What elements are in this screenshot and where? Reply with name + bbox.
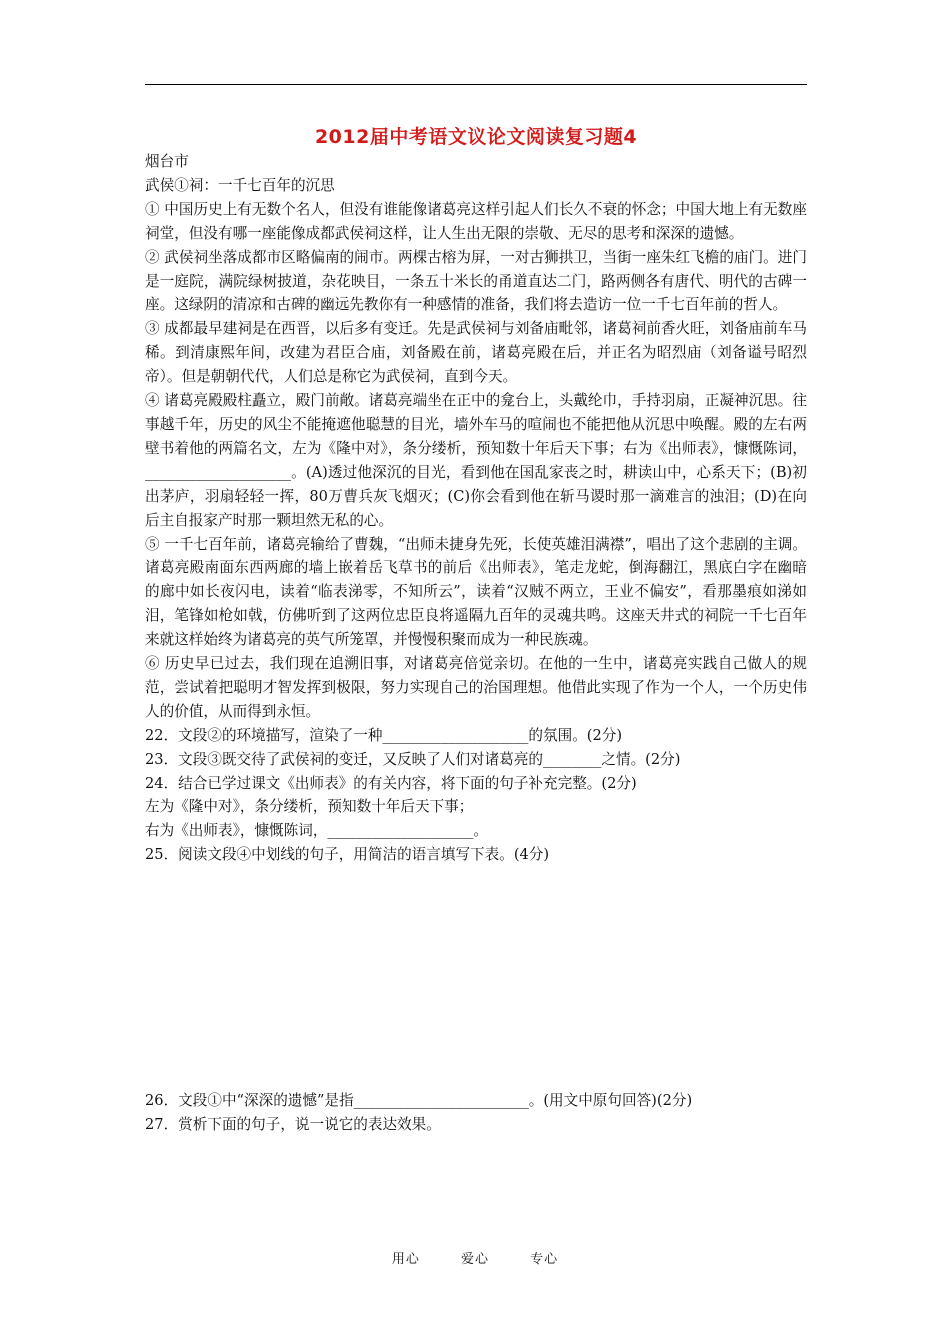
paragraph-6: ⑥ 历史早已过去，我们现在追溯旧事，对诸葛亮倍觉亲切。在他的一生中，诸葛亮实践自己做人的规范，尝试着把聪明才智发挥到极限，努力实现自己的治国理想。他借此实现了作为一个人，一个历史伟人的价值，从而得到永恒。 — [145, 655, 807, 720]
document-title: 2012届中考语文议论文阅读复习题4 — [314, 126, 638, 148]
region-line: 烟台市 — [145, 153, 189, 170]
paragraph-4: ④ 诸葛亮殿殿柱矗立，殿门前敞。诸葛亮端坐在正中的龛台上，头戴纶巾，手持羽扇，正凝神沉思。往事越千年，历史的风尘不能掩遮他聪慧的目光，墙外车马的喧闹也不能把他从沉思中唤醒。殿的左右两壁书着他的两篇名文，左为《隆中对》，条分缕析，预知数十年后天下事；右为《出师表》，慷慨陈词，____________________。(A)透过他深沉的目光，看到他在国乱家丧之时，耕读山中，心系天下；(B)初出茅庐，羽扇轻轻一挥，80万曹兵灰飞烟灭；(C)你会看到他在斩马谡时那一滴难言的浊泪；(D)在向后主自报家产时那一颗坦然无私的心。 — [145, 392, 807, 529]
paragraph-1: ① 中国历史上有无数个名人，但没有谁能像诸葛亮这样引起人们长久不衰的怀念；中国大地上有无数座祠堂，但没有哪一座能像成都武侯祠这样，让人生出无限的崇敬、无尽的思考和深深的遗憾。 — [145, 200, 807, 242]
question-23: 23．文段③既交待了武侯祠的变迁，又反映了人们对诸葛亮的________之情。(2分) — [145, 750, 681, 768]
question-22: 22．文段②的环境描写，渲染了一种____________________的氛围。(2分) — [145, 726, 623, 744]
paragraph-3: ③ 成都最早建祠是在西晋，以后多有变迁。先是武侯祠与刘备庙毗邻，诸葛祠前香火旺，刘备庙前车马稀。到清康熙年间，改建为君臣合庙，刘备殿在前，诸葛亮殿在后，并正名为昭烈庙（刘备谥号昭烈帝）。但是朝朝代代，人们总是称它为武侯祠，直到今天。 — [145, 320, 807, 386]
paragraph-2: ② 武侯祠坐落成都市区略偏南的闹市。两棵古榕为屏，一对古狮拱卫，当街一座朱红飞檐的庙门。进门是一庭院，满院绿树披道，杂花映目，一条五十米长的甬道直达二门，路两侧各有唐代、明代的古碑一座。这绿阴的清凉和古碑的幽远先教你有一种感情的准备，我们将去造访一位一千七百年前的哲人。 — [145, 248, 807, 314]
article-title: 武侯①祠：一千七百年的沉思 — [145, 176, 335, 194]
document-body — [145, 150, 807, 1137]
question-27: 27．赏析下面的句子，说一说它的表达效果。 — [145, 1116, 441, 1134]
question-25: 25．阅读文段④中划线的句子，用简洁的语言填写下表。(4分) — [145, 846, 550, 864]
table-space — [145, 867, 807, 1089]
footer-word-2: 爱心 — [460, 1252, 489, 1267]
footer-word-3: 专心 — [530, 1252, 559, 1267]
page-footer — [0, 1248, 950, 1267]
footer-word-1: 用心 — [391, 1252, 420, 1267]
header-rule — [145, 84, 807, 85]
question-26: 26．文段①中“深深的遗憾”是指________________________。(用文中原句回答)(2分) — [145, 1092, 693, 1110]
question-24: 24．结合已学过课文《出师表》的有关内容，将下面的句子补充完整。(2分) — [145, 774, 637, 792]
question-24-line-1: 左为《隆中对》，条分缕析，预知数十年后天下事； — [145, 798, 474, 816]
question-24-line-2: 右为《出师表》，慷慨陈词，____________________。 — [145, 822, 488, 840]
paragraph-5: ⑤ 一千七百年前，诸葛亮输给了曹魏，“出师未捷身先死，长使英雄泪满襟”，唱出了这个悲剧的主调。诸葛亮殿南面东西两廊的墙上嵌着岳飞草书的前后《出师表》，笔走龙蛇，倒海翻江，黑底白字在幽暗的廊中如长夜闪电，读着“临表涕零，不知所云”，读着“汉贼不两立，王业不偏安”，看那墨痕如涕如泪，笔锋如枪如戟，仿佛听到了这两位忠臣良将遥隔九百年的灵魂共鸣。这座天井式的祠院一千七百年来就这样始终为诸葛亮的英气所笼罩，并慢慢积聚而成为一种民族魂。 — [145, 535, 807, 649]
